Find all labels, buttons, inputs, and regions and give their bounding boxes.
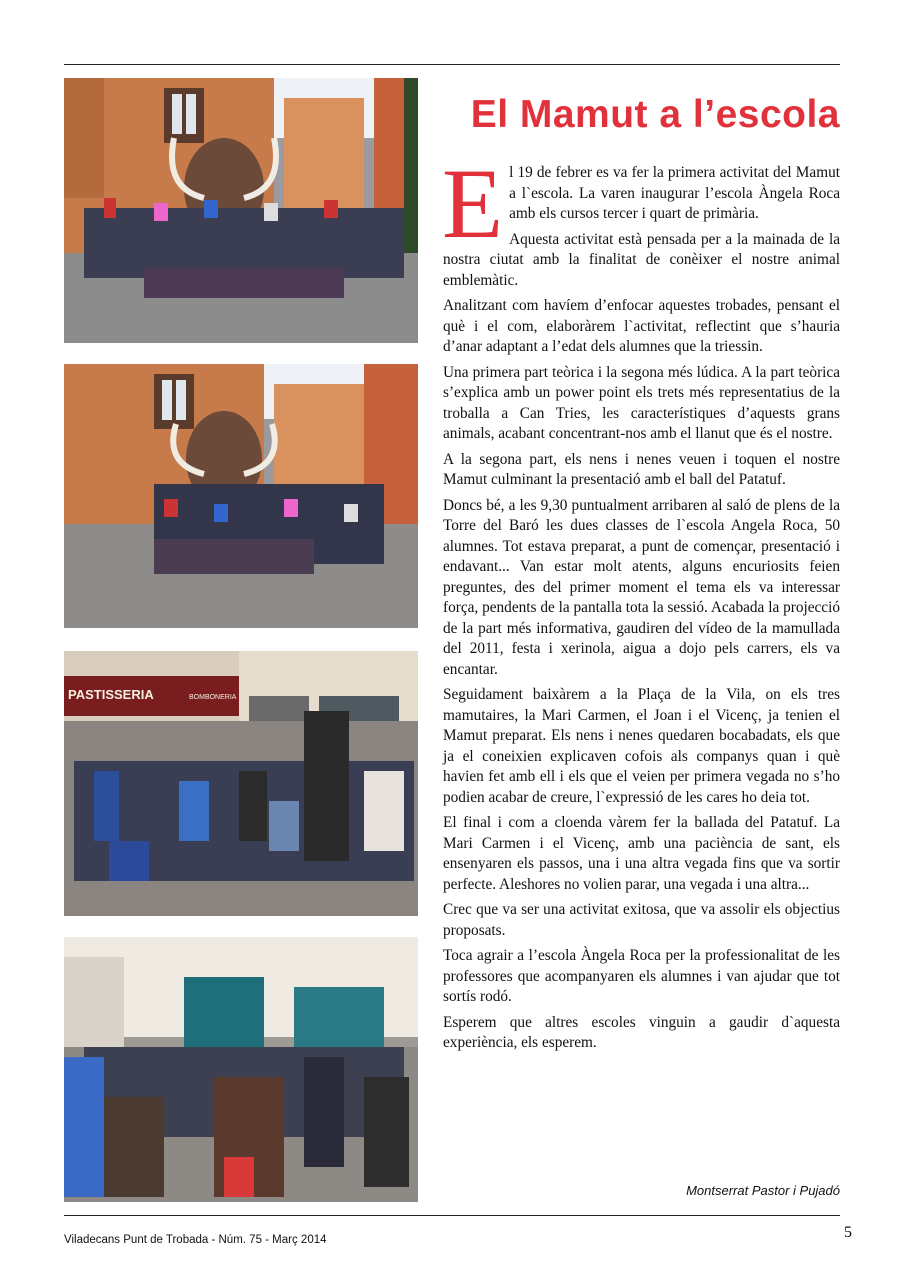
photo-group-mammoth-2	[64, 364, 418, 628]
article-paragraph-5: A la segona part, els nens i nenes veuen i toquen el nostre Mamut culminant la presentació amb el ball del Patatuf.	[443, 450, 840, 488]
drop-cap: E	[442, 148, 504, 259]
photo-square-crowd	[64, 651, 418, 916]
article-body	[442, 148, 840, 1059]
bomboneria-sign: BOMBONERIA	[189, 694, 237, 701]
article-paragraph-6: Doncs bé, a les 9,30 puntualment arribaren al saló de plens de la Torre del Baró les dues classes de l`escola Angela Roca, 50 alumnes. Tot estava preparat, a punt de començar, presentació i endavant... Van estar molt atents, alguns encuriosits feien preguntes, des del primer moment el tema els va interessar força, pendents de la pantalla tota la sessió. Acabada la projecció de la part més informativa, gaudiren del vídeo de la mamullada del 2011, festa i xerinola, aigua a dojo pels carrers, els va encantar.	[443, 496, 840, 678]
article-paragraph-4: Una primera part teòrica i la segona més lúdica. A la part teòrica s’explica amb un power point els trets més representatius de la troballa a Can Tries, les característiques d’aquests grans animals, acabant concentrant-nos amb el llanut que és el nostre.	[443, 363, 840, 442]
article-paragraph-10: Toca agrair a l’escola Àngela Roca per la professionalitat de les professores que acompanyaren els alumnes i van ajudar que tot sortís rodó.	[443, 947, 840, 1005]
article-paragraph-8: El final i com a cloenda vàrem fer la ballada del Patatuf. La Mari Carmen i el Vicenç, amb una paciència de sant, els ensenyaren els passos, una i una altra vegada fins que va sortir perfecte. Aleshores no volien parar, una vegada i una altra...	[443, 814, 840, 893]
article-paragraph-7: Seguidament baixàrem a la Plaça de la Vila, on els tres mamutaires, la Mari Carmen, el Joan i el Vicenç, ja tenien el Mamut preparat. Els nens i nenes quedaren bocabadats, els que ja el coneixien explicaven cofois als companys quan i què havien fet amb ell i els que el veien per primera vegada no s’ho podien acabar de creure, l`expressió de les cares ho deia tot.	[443, 686, 840, 806]
article-paragraph-9: Crec que va ser una activitat exitosa, que va assolir els objectius proposats.	[443, 901, 840, 939]
page-number: 5	[844, 1224, 852, 1241]
header-rule	[64, 64, 840, 65]
footer-publication: Viladecans Punt de Trobada - Núm. 75 - Març 2014	[64, 1234, 327, 1246]
footer-rule	[64, 1215, 840, 1216]
photo-dance-square	[64, 937, 418, 1202]
article-paragraph-3: Analitzant com havíem d’enfocar aquestes trobades, pensant el què i el com, elaboràrem l`activitat, reflectint que s’hauria d’anar adaptant a l’edat dels alumnes que la triessin.	[443, 297, 840, 355]
pastisseria-sign: PASTISSERIA	[68, 687, 154, 702]
article-paragraph-1: El 19 de febrer es va fer la primera activitat del Mamut a l`escola. La varen inaugurar l’escola Àngela Roca amb els cursos tercer i quart de primària.	[442, 148, 840, 259]
article-paragraph-11: Esperem que altres escoles vinguin a gaudir d`aquesta experiència, els esperem.	[443, 1013, 840, 1051]
article-title: El Mamut a l’escola	[470, 93, 840, 136]
photo-group-mammoth-1	[64, 78, 418, 343]
article-paragraph-2: Aquesta activitat està pensada per a la mainada de la nostra ciutat amb la finalitat de conèixer el nostre animal emblemàtic.	[443, 230, 840, 289]
article-author: Montserrat Pastor i Pujadó	[686, 1183, 840, 1198]
